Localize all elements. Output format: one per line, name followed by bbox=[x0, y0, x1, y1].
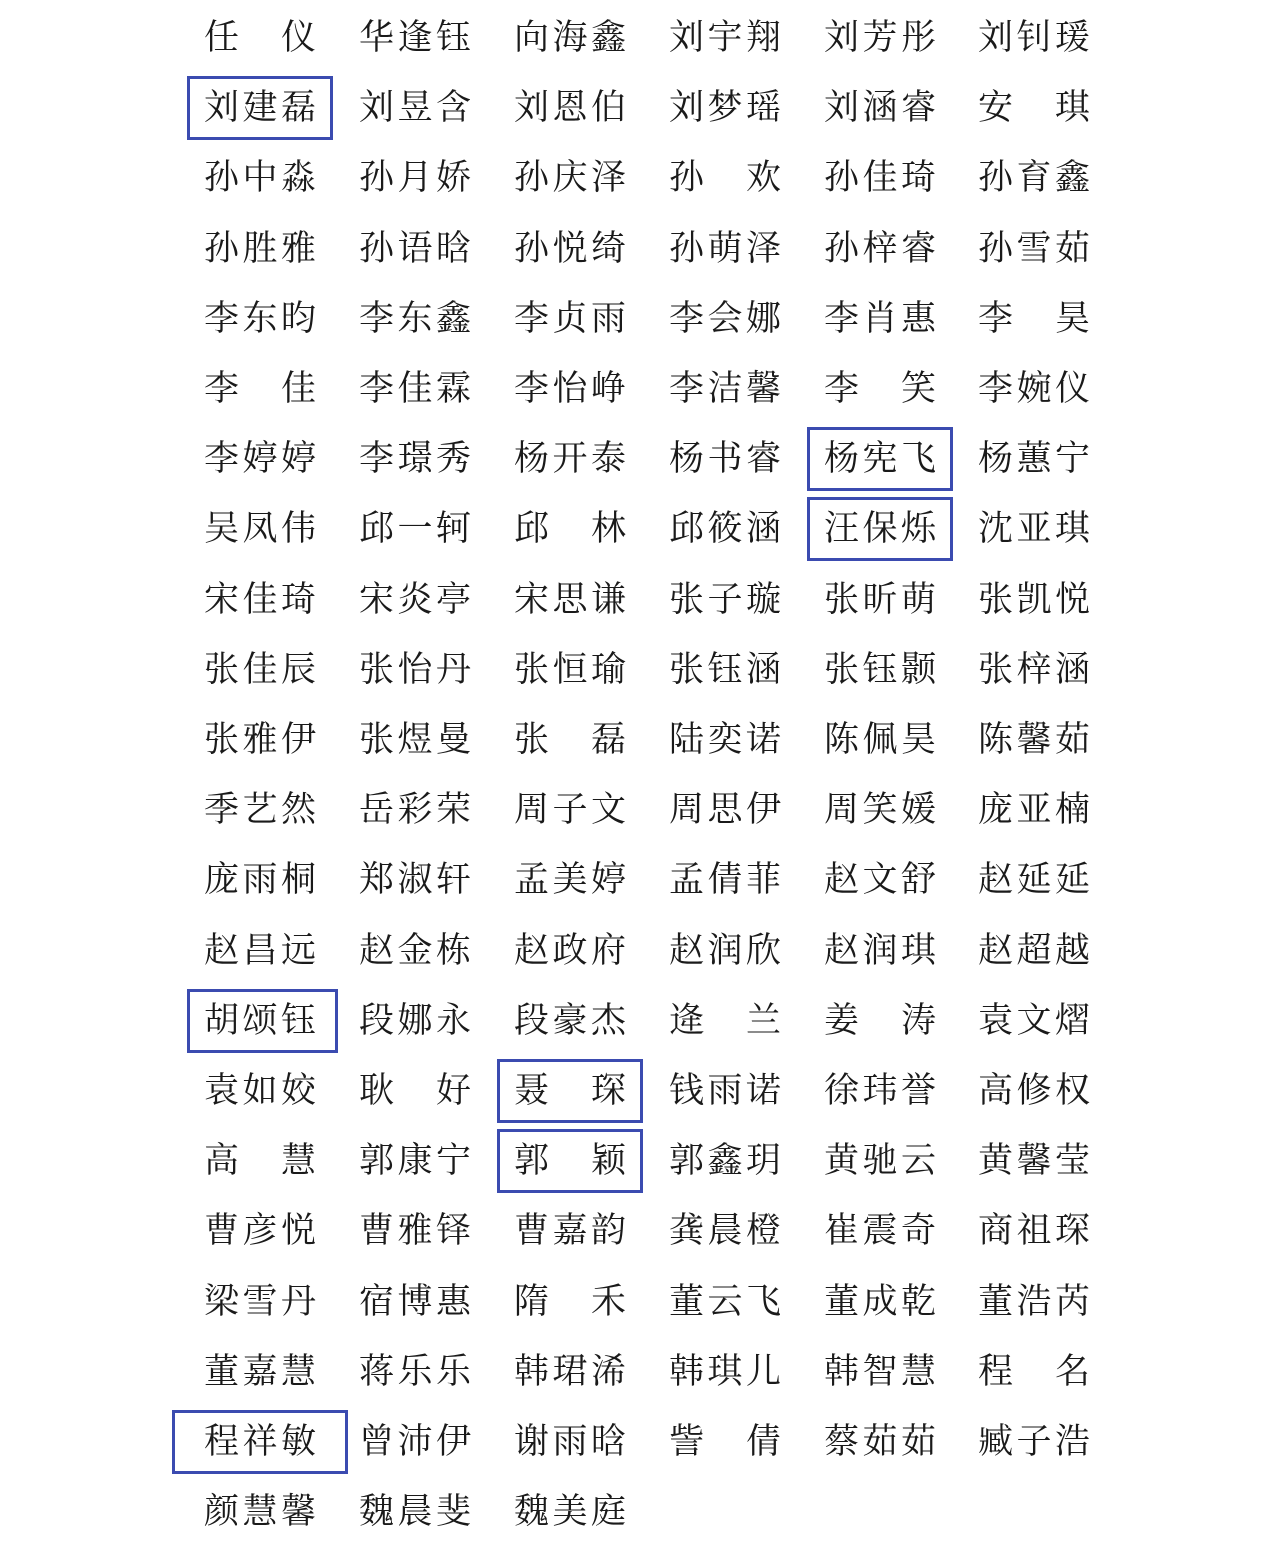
name-cell: 訾 倩 bbox=[669, 1422, 781, 1462]
name-cell: 孙 悦 绮 bbox=[514, 228, 626, 269]
name-cell: 李 东 昀 bbox=[204, 298, 316, 339]
name-cell: 赵 政 府 bbox=[514, 930, 626, 971]
name-cell: 李 璟 秀 bbox=[359, 439, 471, 480]
name-cell: 姜 涛 bbox=[824, 1000, 936, 1041]
name-cell: 李 婉 仪 bbox=[978, 369, 1090, 409]
name-cell: 黄 驰 云 bbox=[824, 1141, 936, 1182]
name-cell: 魏 晨 斐 bbox=[359, 1492, 471, 1533]
name-cell: 赵 润 琪 bbox=[824, 930, 936, 971]
name-cell: 孙 胜 雅 bbox=[204, 228, 316, 269]
name-cell: 邱 林 bbox=[514, 509, 626, 550]
name-cell: 周 笑 媛 bbox=[824, 790, 936, 831]
name-cell: 赵 昌 远 bbox=[204, 930, 316, 971]
name-cell: 张 雅 伊 bbox=[204, 720, 316, 760]
name-cell: 聂 琛 bbox=[514, 1071, 626, 1111]
name-cell: 李 洁 馨 bbox=[669, 369, 781, 409]
name-cell: 李 怡 峥 bbox=[514, 369, 626, 409]
name-cell: 陆 奕 诺 bbox=[669, 720, 781, 760]
name-cell: 宋 炎 亭 bbox=[359, 579, 471, 620]
name-cell: 孙 梓 睿 bbox=[824, 228, 936, 269]
name-cell: 孙 语 晗 bbox=[359, 228, 471, 269]
name-cell: 韩 琪 儿 bbox=[669, 1351, 781, 1392]
name-cell: 蒋 乐 乐 bbox=[359, 1351, 471, 1392]
name-cell: 吴 凤 伟 bbox=[204, 509, 316, 550]
name-cell: 华 逢 钰 bbox=[359, 18, 471, 58]
name-cell: 张 昕 萌 bbox=[824, 579, 936, 620]
name-cell: 陈 馨 茹 bbox=[978, 720, 1090, 760]
name-cell: 张 磊 bbox=[514, 720, 626, 760]
name-cell: 袁 文 熠 bbox=[978, 1000, 1090, 1041]
name-cell: 宋 佳 琦 bbox=[204, 579, 316, 620]
name-cell: 赵 金 栋 bbox=[359, 930, 471, 971]
name-cell: 段 豪 杰 bbox=[514, 1000, 626, 1041]
name-cell: 周 思 伊 bbox=[669, 790, 781, 831]
name-cell: 孙 欢 bbox=[669, 158, 781, 199]
name-cell: 李 婷 婷 bbox=[204, 439, 316, 480]
name-cell: 董 浩 芮 bbox=[978, 1281, 1090, 1322]
name-cell: 邱 一 轲 bbox=[359, 509, 471, 550]
name-cell: 刘 芳 彤 bbox=[824, 18, 936, 58]
name-cell: 任 仪 bbox=[204, 18, 316, 58]
name-cell: 杨 开 泰 bbox=[514, 439, 626, 480]
name-cell: 韩 珺 浠 bbox=[514, 1351, 626, 1392]
name-cell: 张 钰 涵 bbox=[669, 649, 781, 690]
name-cell: 邱 筱 涵 bbox=[669, 509, 781, 550]
name-cell: 曹 嘉 韵 bbox=[514, 1211, 626, 1252]
name-cell: 宿 博 惠 bbox=[359, 1281, 471, 1322]
name-cell: 张 煜 曼 bbox=[359, 720, 471, 760]
name-cell: 陈 佩 昊 bbox=[824, 720, 936, 760]
name-cell: 隋 禾 bbox=[514, 1281, 626, 1322]
name-cell: 张 梓 涵 bbox=[978, 649, 1090, 690]
name-cell: 岳 彩 荣 bbox=[359, 790, 471, 831]
name-cell: 李 佳 霖 bbox=[359, 369, 471, 409]
name-cell: 谢 雨 晗 bbox=[514, 1422, 626, 1462]
name-cell: 郭 康 宁 bbox=[359, 1141, 471, 1182]
name-cell: 梁 雪 丹 bbox=[204, 1281, 316, 1322]
name-cell: 刘 宇 翔 bbox=[669, 18, 781, 58]
name-cell: 徐 玮 誉 bbox=[824, 1071, 936, 1111]
name-cell: 孟 倩 菲 bbox=[669, 860, 781, 901]
name-cell: 郑 淑 轩 bbox=[359, 860, 471, 901]
name-cell: 董 嘉 慧 bbox=[204, 1351, 316, 1392]
name-cell: 赵 文 舒 bbox=[824, 860, 936, 901]
name-cell: 孙 育 鑫 bbox=[978, 158, 1090, 199]
name-cell: 孙 庆 泽 bbox=[514, 158, 626, 199]
name-cell: 黄 馨 莹 bbox=[978, 1141, 1090, 1182]
name-cell: 赵 润 欣 bbox=[669, 930, 781, 971]
name-cell: 赵 超 越 bbox=[978, 930, 1090, 971]
name-cell: 臧 子 浩 bbox=[978, 1422, 1090, 1462]
name-cell: 高 慧 bbox=[204, 1141, 316, 1182]
name-cell: 张 钰 颢 bbox=[824, 649, 936, 690]
name-cell: 刘 钊 瑗 bbox=[978, 18, 1090, 58]
name-cell: 程 祥 敏 bbox=[204, 1422, 316, 1462]
name-cell: 赵 延 延 bbox=[978, 860, 1090, 901]
name-cell: 沈 亚 琪 bbox=[978, 509, 1090, 550]
name-cell: 张 怡 丹 bbox=[359, 649, 471, 690]
name-cell: 孟 美 婷 bbox=[514, 860, 626, 901]
name-cell: 刘 梦 瑶 bbox=[669, 88, 781, 129]
name-cell: 李 佳 bbox=[204, 369, 316, 409]
name-cell: 钱 雨 诺 bbox=[669, 1071, 781, 1111]
name-cell: 郭 颖 bbox=[514, 1141, 626, 1182]
name-cell: 逄 兰 bbox=[669, 1000, 781, 1041]
name-cell: 孙 雪 茹 bbox=[978, 228, 1090, 269]
name-cell: 孙 月 娇 bbox=[359, 158, 471, 199]
name-cell: 段 娜 永 bbox=[359, 1000, 471, 1041]
name-cell: 李 昊 bbox=[978, 298, 1090, 339]
name-cell: 刘 涵 睿 bbox=[824, 88, 936, 129]
name-cell: 李 会 娜 bbox=[669, 298, 781, 339]
name-cell: 李 笑 bbox=[824, 369, 936, 409]
name-cell: 汪 保 烁 bbox=[824, 509, 936, 550]
name-cell: 张 凯 悦 bbox=[978, 579, 1090, 620]
name-cell: 孙 萌 泽 bbox=[669, 228, 781, 269]
name-cell: 周 子 文 bbox=[514, 790, 626, 831]
name-cell: 曾 沛 伊 bbox=[359, 1422, 471, 1462]
name-cell: 孙 佳 琦 bbox=[824, 158, 936, 199]
name-cell: 商 祖 琛 bbox=[978, 1211, 1090, 1252]
name-cell: 董 云 飞 bbox=[669, 1281, 781, 1322]
name-cell: 郭 鑫 玥 bbox=[669, 1141, 781, 1182]
name-cell: 刘 昱 含 bbox=[359, 88, 471, 129]
name-cell: 庞 雨 桐 bbox=[204, 860, 316, 901]
name-cell: 李 东 鑫 bbox=[359, 298, 471, 339]
name-cell: 李 贞 雨 bbox=[514, 298, 626, 339]
name-cell: 孙 中 淼 bbox=[204, 158, 316, 199]
name-cell: 蔡 茹 茹 bbox=[824, 1422, 936, 1462]
name-cell: 安 琪 bbox=[978, 88, 1090, 129]
name-cell: 袁 如 姣 bbox=[204, 1071, 316, 1111]
name-cell: 颜 慧 馨 bbox=[204, 1492, 316, 1533]
name-cell: 刘 建 磊 bbox=[204, 88, 316, 129]
name-cell: 程 名 bbox=[978, 1351, 1090, 1392]
name-cell: 曹 彦 悦 bbox=[204, 1211, 316, 1252]
name-cell: 宋 思 谦 bbox=[514, 579, 626, 620]
name-cell: 张 子 璇 bbox=[669, 579, 781, 620]
name-cell: 韩 智 慧 bbox=[824, 1351, 936, 1392]
name-cell: 李 肖 惠 bbox=[824, 298, 936, 339]
name-cell: 胡 颂 钰 bbox=[204, 1000, 316, 1041]
name-cell: 刘 恩 伯 bbox=[514, 88, 626, 129]
name-cell: 杨 蕙 宁 bbox=[978, 439, 1090, 480]
name-cell: 耿 好 bbox=[359, 1071, 471, 1111]
name-cell: 季 艺 然 bbox=[204, 790, 316, 831]
name-cell: 龚 晨 橙 bbox=[669, 1211, 781, 1252]
name-cell: 向 海 鑫 bbox=[514, 18, 626, 58]
name-cell: 董 成 乾 bbox=[824, 1281, 936, 1322]
name-cell: 魏 美 庭 bbox=[514, 1492, 626, 1533]
name-cell: 张 佳 辰 bbox=[204, 649, 316, 690]
name-cell: 高 修 权 bbox=[978, 1071, 1090, 1111]
name-cell: 杨 宪 飞 bbox=[824, 439, 936, 480]
name-cell: 张 恒 瑜 bbox=[514, 649, 626, 690]
name-cell: 崔 震 奇 bbox=[824, 1211, 936, 1252]
name-cell: 杨 书 睿 bbox=[669, 439, 781, 480]
name-cell: 曹 雅 铎 bbox=[359, 1211, 471, 1252]
name-cell: 庞 亚 楠 bbox=[978, 790, 1090, 831]
